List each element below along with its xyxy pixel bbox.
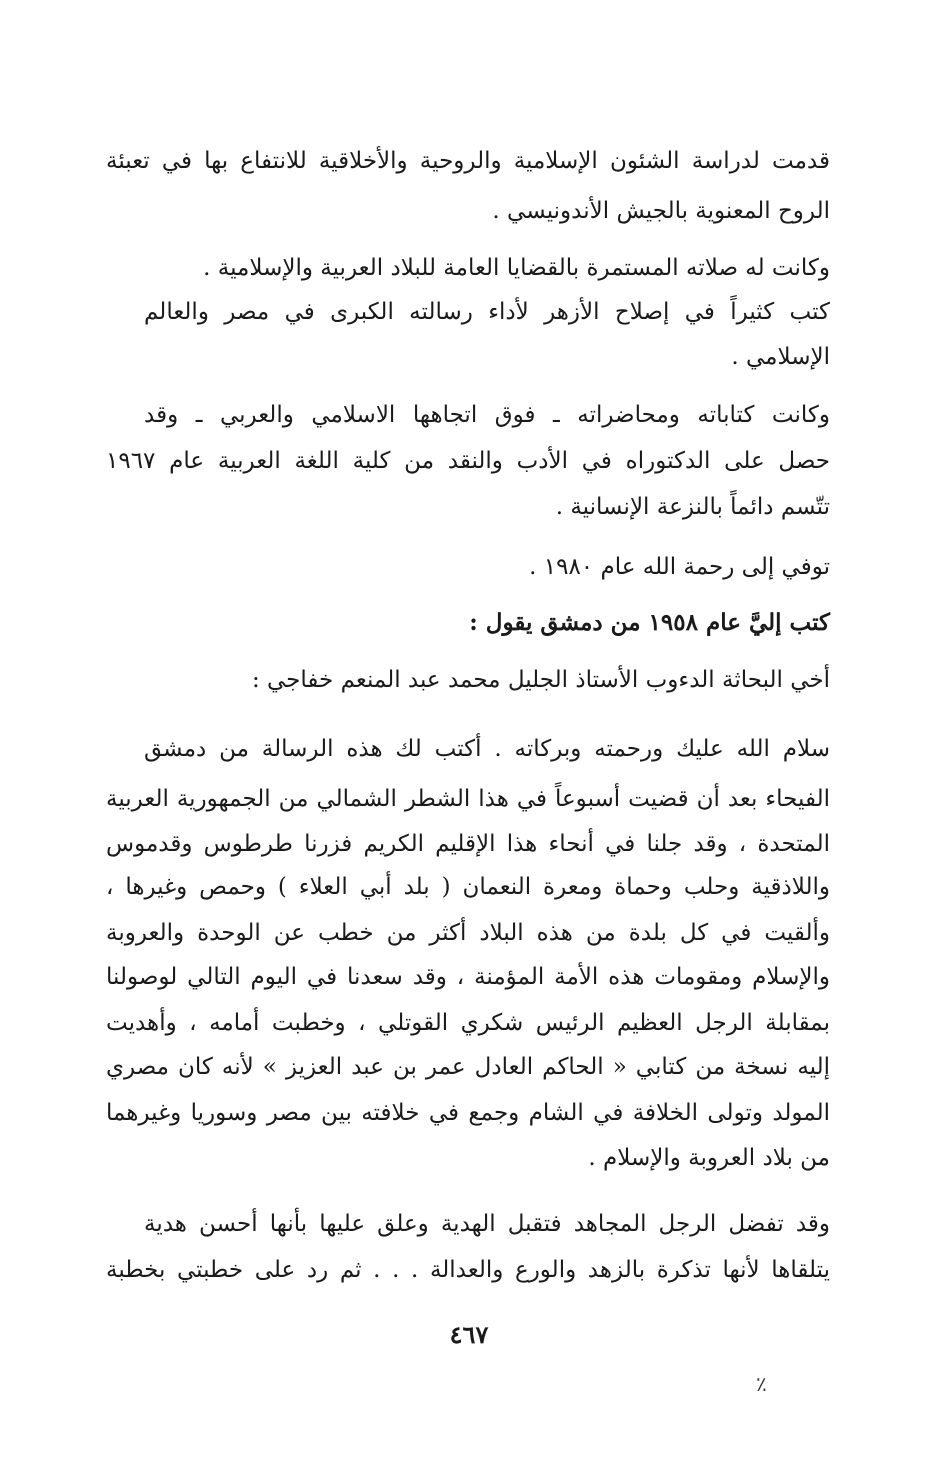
text-line-18: بمقابلة الرجل العظيم الرئيس شكري القوتلي ، وخطبت أمامه ، وأهديت	[106, 1010, 830, 1036]
text-line-14: المتحدة ، وقد جلنا في أنحاء هذا الإقليم الكريم فزرنا طرطوس وقدموس	[106, 831, 830, 857]
text-line-23: يتلقاها لأنها تذكرة بالزهد والورع والعدالة . . . ثم رد على خطبتي بخطبة	[106, 1257, 830, 1283]
text-line-11: أخي البحاثة الدءوب الأستاذ الجليل محمد عبد المنعم خفاجي :	[251, 667, 830, 693]
text-line-12: سلام الله عليك ورحمته وبركاته . أكتب لك هذه الرسالة من دمشق	[144, 736, 830, 762]
text-line-5: الإسلامي .	[731, 344, 830, 370]
text-line-6: وكانت كتاباته ومحاضراته ـ فوق اتجاهها الاسلامي والعربي ـ وقد	[144, 402, 830, 428]
text-line-8: تتّسم دائماً بالنزعة الإنسانية .	[555, 494, 830, 520]
text-line-10: كتب إليَّ عام ١٩٥٨ من دمشق يقول :	[469, 609, 830, 636]
page-number: ٤٦٧	[449, 1320, 489, 1349]
text-line-21: من بلاد العروبة والإسلام .	[588, 1145, 830, 1171]
text-line-3: وكانت له صلاته المستمرة بالقضايا العامة للبلاد العربية والإسلامية .	[203, 255, 830, 281]
text-line-9: توفي إلى رحمة الله عام ١٩٨٠ .	[529, 554, 830, 580]
text-line-13: الفيحاء بعد أن قضيت أسبوعاً في هذا الشطر الشمالي من الجمهورية العربية	[106, 786, 830, 812]
text-line-2: الروح المعنوية بالجيش الأندونيسي .	[492, 198, 830, 224]
text-line-7: حصل على الدكتوراه في الأدب والنقد من كلية اللغة العربية عام ١٩٦٧	[106, 448, 830, 474]
text-line-16: وألقيت في كل بلدة من هذه البلاد أكثر من خطب عن الوحدة والعروبة	[106, 920, 830, 946]
text-line-1: قدمت لدراسة الشئون الإسلامية والروحية والأخلاقية للانتفاع بها في تعبئة	[106, 148, 830, 174]
text-line-20: المولد وتولى الخلافة في الشام وجمع في خلافته بين مصر وسوريا وغيرهما	[106, 1100, 830, 1126]
text-line-17: والإسلام ومقومات هذه الأمة المؤمنة ، وقد سعدنا في اليوم التالي لوصولنا	[106, 964, 830, 990]
text-line-19: إليه نسخة من كتابي « الحاكم العادل عمر بن عبد العزيز » لأنه كان مصري	[106, 1054, 830, 1080]
text-line-4: كتب كثيراً في إصلاح الأزهر لأداء رسالته الكبرى في مصر والعالم	[144, 299, 830, 325]
text-line-15: واللاذقية وحلب وحماة ومعرة النعمان ( بلد أبي العلاء ) وحمص وغيرها ،	[106, 874, 830, 900]
text-line-22: وقد تفضل الرجل المجاهد فتقبل الهدية وعلق عليها بأنها أحسن هدية	[144, 1211, 830, 1237]
footer-mark: ٪	[756, 1372, 767, 1396]
